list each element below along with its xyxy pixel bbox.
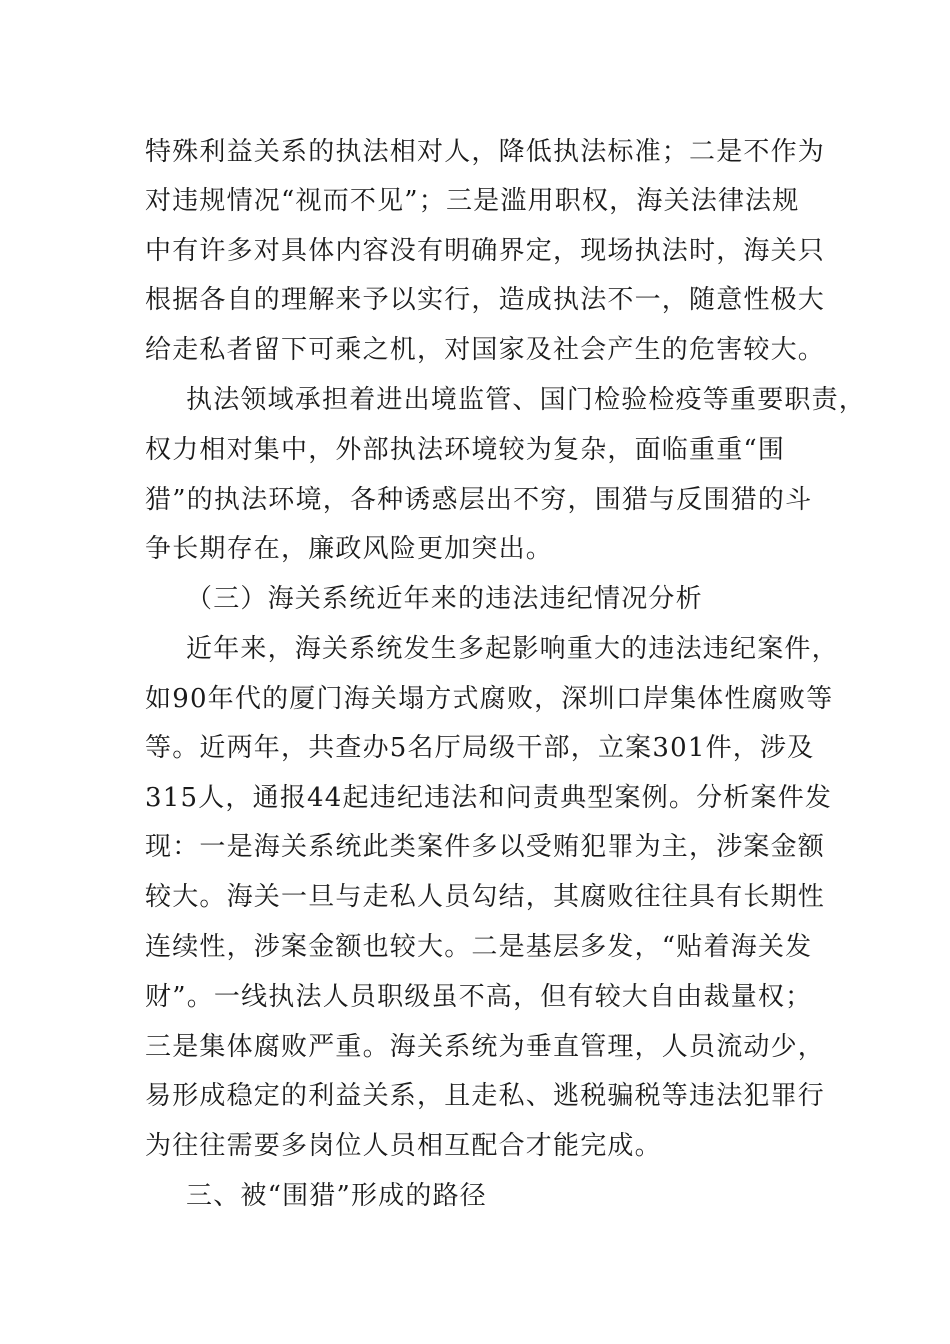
- paragraph-start-line: 执法领域承担着进出境监管、国门检验检疫等重要职责，: [186, 385, 867, 415]
- text-line-8: 猎”的执法环境，各种诱惑层出不穷，围猎与反围猎的斗: [145, 485, 813, 515]
- text-line-21: 为往往需要多岗位人员相互配合才能完成。: [145, 1131, 662, 1161]
- text-line-5: 给走私者留下可乘之机，对国家及社会产生的危害较大。: [145, 335, 826, 365]
- text-line-3: 中有许多对具体内容没有明确界定，现场执法时，海关只: [145, 236, 826, 266]
- chapter-heading: 三、被“围猎”形成的路径: [186, 1181, 487, 1211]
- text-line-2: 对违规情况“视而不见”；三是滥用职权，海关法律法规: [145, 186, 800, 216]
- section-heading: （三）海关系统近年来的违法违纪情况分析: [186, 584, 703, 614]
- text-line-16: 较大。海关一旦与走私人员勾结，其腐败往往具有长期性: [145, 882, 826, 912]
- text-line-14: 315人，通报44起违纪违法和问责典型案例。分析案件发: [145, 783, 833, 813]
- text-line-15: 现：一是海关系统此类案件多以受贿犯罪为主，涉案金额: [145, 832, 826, 862]
- text-line-19: 三是集体腐败严重。海关系统为垂直管理，人员流动少，: [145, 1032, 826, 1062]
- text-line-17: 连续性，涉案金额也较大。二是基层多发，“贴着海关发: [145, 932, 813, 962]
- text-line-20: 易形成稳定的利益关系，且走私、逃税骗税等违法犯罪行: [145, 1081, 826, 1111]
- paragraph-start-line: 近年来，海关系统发生多起影响重大的违法违纪案件，: [186, 634, 839, 664]
- text-line-12: 如90年代的厦门海关塌方式腐败，深圳口岸集体性腐败等: [145, 684, 834, 714]
- text-line-1: 特殊利益关系的执法相对人，降低执法标准；二是不作为: [145, 137, 826, 167]
- text-line-7: 权力相对集中，外部执法环境较为复杂，面临重重“围: [145, 435, 786, 465]
- text-line-9: 争长期存在，廉政风险更加突出。: [145, 534, 554, 564]
- text-line-4: 根据各自的理解来予以实行，造成执法不一，随意性极大: [145, 285, 826, 315]
- text-line-13: 等。近两年，共查办5名厅局级干部，立案301件，涉及: [145, 733, 815, 763]
- text-line-18: 财”。一线执法人员职级虽不高，但有较大自由裁量权；: [145, 982, 813, 1012]
